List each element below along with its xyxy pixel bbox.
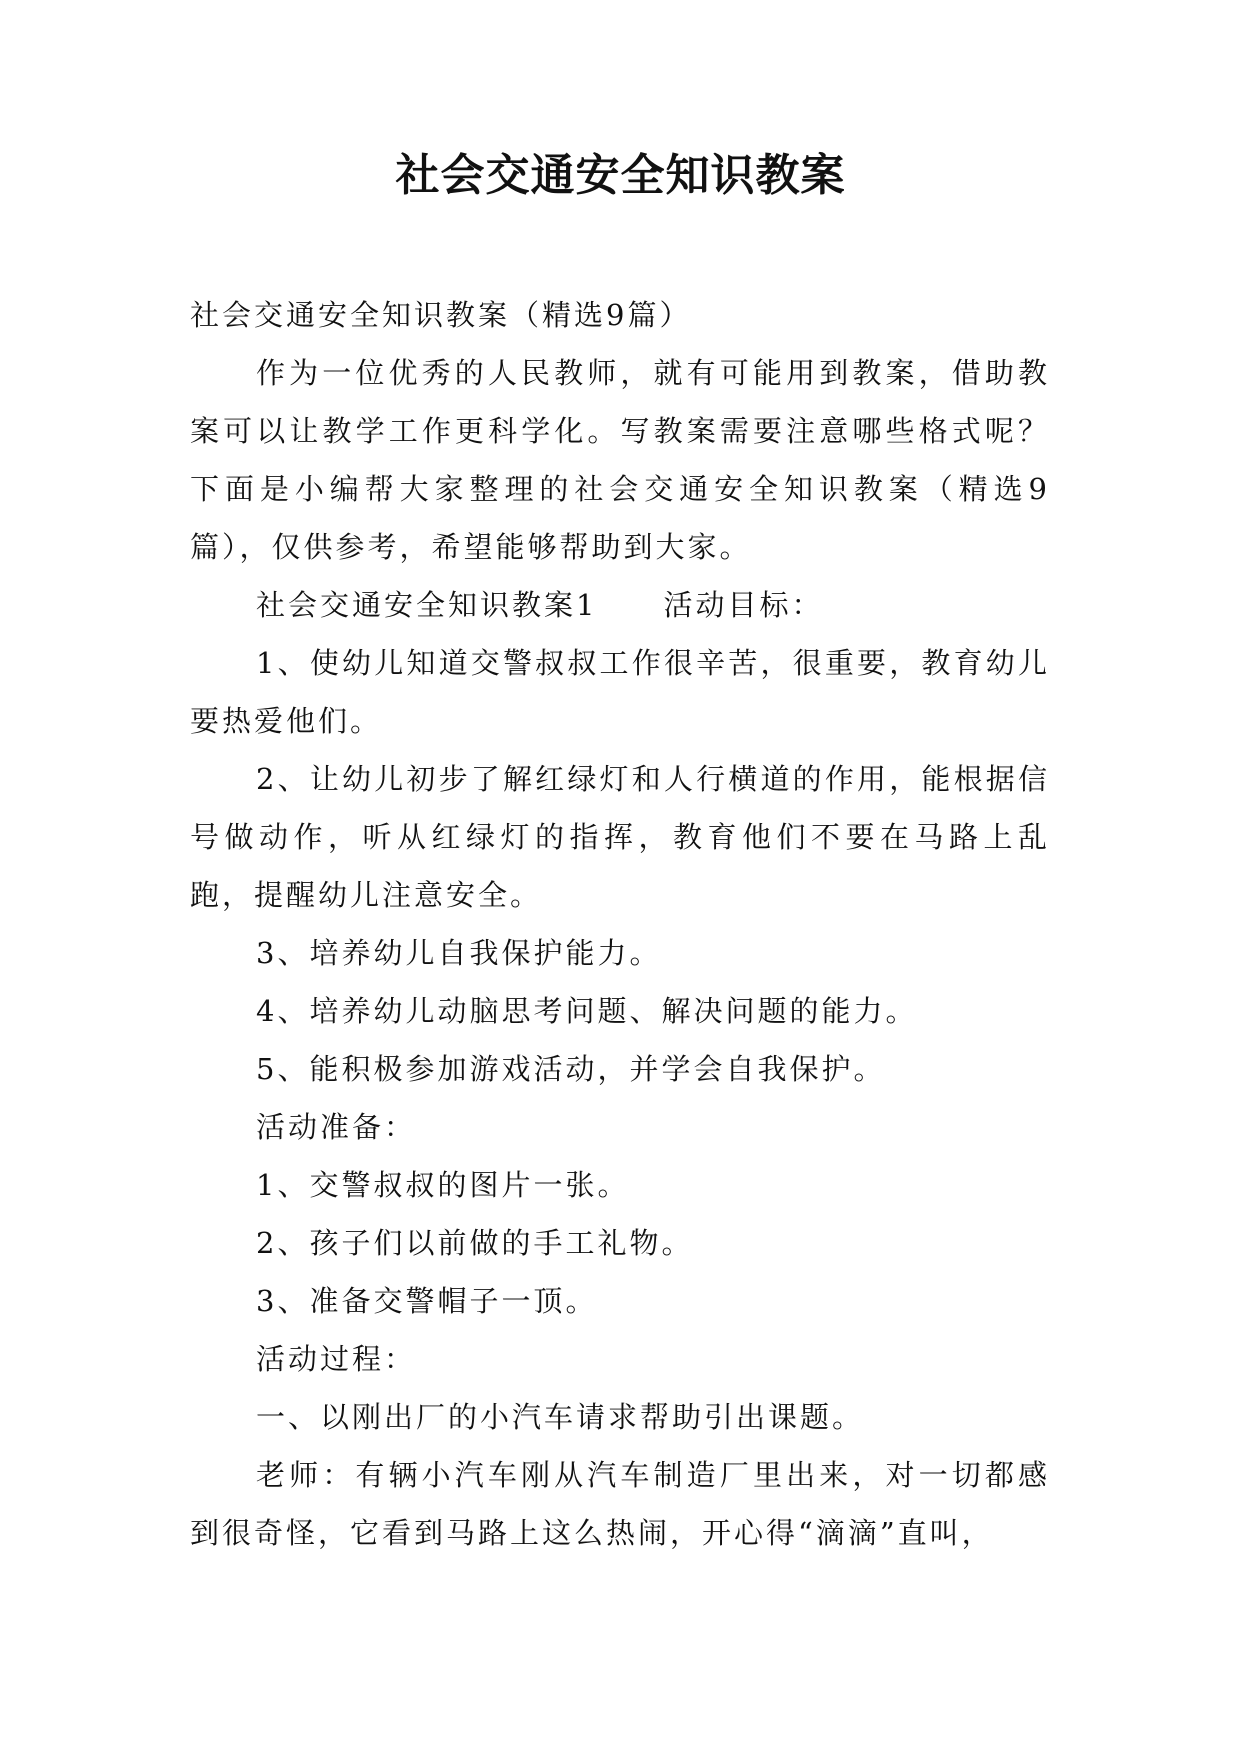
document-body <box>190 286 1050 1562</box>
goal-item-1: 1、使幼儿知道交警叔叔工作很辛苦，很重要，教育幼儿要热爱他们。 <box>190 646 1050 738</box>
document-title: 社会交通安全知识教案 <box>395 150 846 201</box>
goal-item-4: 4、培养幼儿动脑思考问题、解决问题的能力。 <box>256 994 918 1028</box>
intro-paragraph: 作为一位优秀的人民教师，就有可能用到教案，借助教案可以让教学工作更科学化。写教案需要注意哪些格式呢？下面是小编帮大家整理的社会交通安全知识教案（精选9篇），仅供参考，希望能够帮助到大家。 <box>190 356 1050 564</box>
preparation-label: 活动准备： <box>256 1110 417 1144</box>
section-heading: 社会交通安全知识教案1 <box>256 588 598 622</box>
subtitle-paragraph: 社会交通安全知识教案（精选9篇） <box>190 298 692 332</box>
goal-item-2: 2、让幼儿初步了解红绿灯和人行横道的作用，能根据信号做动作，听从红绿灯的指挥，教育他们不要在马路上乱跑，提醒幼儿注意安全。 <box>190 762 1050 912</box>
goal-item-5: 5、能积极参加游戏活动，并学会自我保护。 <box>256 1052 886 1086</box>
preparation-item-1: 1、交警叔叔的图片一张。 <box>256 1168 630 1202</box>
preparation-item-2: 2、孩子们以前做的手工礼物。 <box>256 1226 694 1260</box>
process-label: 活动过程： <box>256 1342 417 1376</box>
preparation-item-3: 3、准备交警帽子一顶。 <box>256 1284 598 1318</box>
process-step-1: 一、以刚出厂的小汽车请求帮助引出课题。 <box>256 1400 865 1434</box>
section-heading-line <box>190 576 1050 634</box>
goals-label: 活动目标： <box>663 588 824 622</box>
teacher-paragraph: 老师：有辆小汽车刚从汽车制造厂里出来，对一切都感到很奇怪，它看到马路上这么热闹，开心得“滴滴”直叫， <box>190 1458 1050 1550</box>
goal-item-3: 3、培养幼儿自我保护能力。 <box>256 936 662 970</box>
